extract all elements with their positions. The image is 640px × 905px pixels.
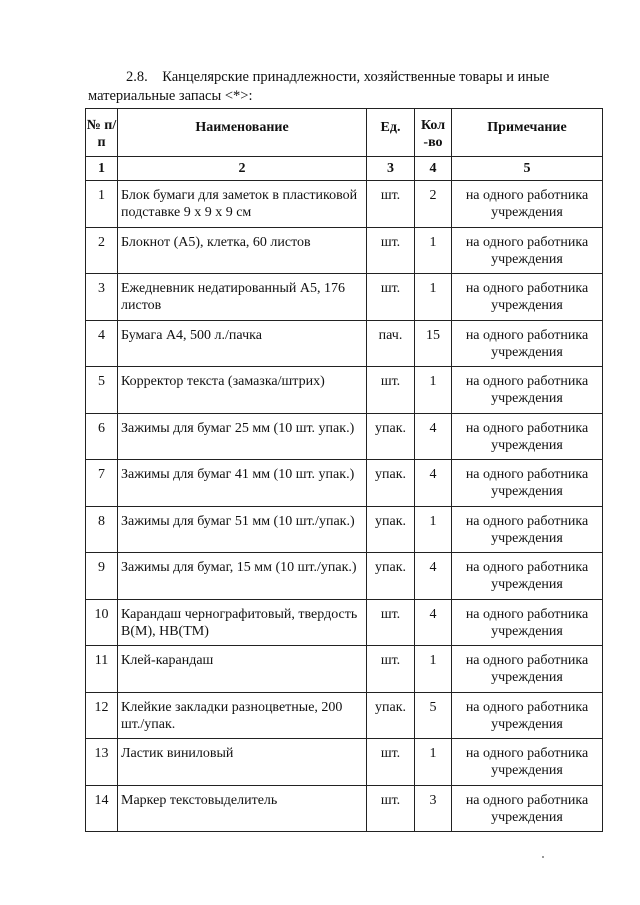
table-row	[86, 274, 603, 321]
scan-speck	[542, 856, 544, 858]
item-note: на одного работника учреждения	[452, 739, 603, 786]
column-number-row	[86, 157, 603, 181]
item-name: Ежедневник недатированный А5, 176 листов	[118, 274, 367, 321]
item-unit: упак.	[367, 460, 415, 507]
row-number: 5	[86, 367, 118, 414]
item-quantity: 3	[415, 785, 452, 832]
row-number: 7	[86, 460, 118, 507]
item-name: Ластик виниловый	[118, 739, 367, 786]
row-number: 2	[86, 227, 118, 274]
item-unit: шт.	[367, 227, 415, 274]
table-row	[86, 599, 603, 646]
item-unit: упак.	[367, 413, 415, 460]
item-unit: упак.	[367, 553, 415, 600]
item-quantity: 4	[415, 460, 452, 507]
item-name: Блок бумаги для заметок в пластиковой подставке 9 х 9 х 9 см	[118, 181, 367, 228]
table-header-row	[86, 109, 603, 157]
item-unit: шт.	[367, 785, 415, 832]
section-number: 2.8.	[126, 69, 148, 85]
table-row	[86, 646, 603, 693]
row-number: 10	[86, 599, 118, 646]
row-number: 9	[86, 553, 118, 600]
item-note: на одного работника учреждения	[452, 646, 603, 693]
item-note: на одного работника учреждения	[452, 181, 603, 228]
table-row	[86, 320, 603, 367]
item-note: на одного работника учреждения	[452, 227, 603, 274]
item-name: Зажимы для бумаг 41 мм (10 шт. упак.)	[118, 460, 367, 507]
item-quantity: 1	[415, 367, 452, 414]
header-unit: Ед.	[367, 109, 415, 157]
table-row	[86, 367, 603, 414]
item-name: Зажимы для бумаг, 15 мм (10 шт./упак.)	[118, 553, 367, 600]
item-quantity: 1	[415, 506, 452, 553]
row-number: 3	[86, 274, 118, 321]
header-number: № п/п	[86, 109, 118, 157]
column-number: 4	[415, 157, 452, 181]
table-row	[86, 692, 603, 739]
item-name: Зажимы для бумаг 51 мм (10 шт./упак.)	[118, 506, 367, 553]
table-row	[86, 739, 603, 786]
table-row	[86, 506, 603, 553]
item-quantity: 15	[415, 320, 452, 367]
header-note: Примечание	[452, 109, 603, 157]
item-note: на одного работника учреждения	[452, 367, 603, 414]
item-quantity: 5	[415, 692, 452, 739]
column-number: 2	[118, 157, 367, 181]
supplies-table	[85, 108, 603, 832]
item-unit: упак.	[367, 506, 415, 553]
section-title: Канцелярские принадлежности, хозяйственные товары и иные материальные запасы <*>:	[88, 69, 550, 104]
table-row	[86, 181, 603, 228]
item-unit: шт.	[367, 274, 415, 321]
item-unit: шт.	[367, 739, 415, 786]
row-number: 14	[86, 785, 118, 832]
row-number: 11	[86, 646, 118, 693]
item-name: Корректор текста (замазка/штрих)	[118, 367, 367, 414]
row-number: 1	[86, 181, 118, 228]
column-number: 1	[86, 157, 118, 181]
item-name: Клей-карандаш	[118, 646, 367, 693]
column-number: 5	[452, 157, 603, 181]
item-note: на одного работника учреждения	[452, 413, 603, 460]
table-row	[86, 413, 603, 460]
item-note: на одного работника учреждения	[452, 506, 603, 553]
table-row	[86, 460, 603, 507]
row-number: 13	[86, 739, 118, 786]
item-name: Маркер текстовыделитель	[118, 785, 367, 832]
item-name: Клейкие закладки разноцветные, 200 шт./упак.	[118, 692, 367, 739]
header-quantity: Кол -во	[415, 109, 452, 157]
section-heading	[88, 68, 608, 106]
table-row	[86, 785, 603, 832]
item-quantity: 4	[415, 413, 452, 460]
item-quantity: 4	[415, 599, 452, 646]
item-quantity: 4	[415, 553, 452, 600]
item-unit: шт.	[367, 367, 415, 414]
item-quantity: 1	[415, 739, 452, 786]
item-quantity: 1	[415, 274, 452, 321]
row-number: 6	[86, 413, 118, 460]
row-number: 4	[86, 320, 118, 367]
item-quantity: 1	[415, 227, 452, 274]
item-unit: шт.	[367, 599, 415, 646]
header-name: Наименование	[118, 109, 367, 157]
item-note: на одного работника учреждения	[452, 320, 603, 367]
row-number: 12	[86, 692, 118, 739]
item-note: на одного работника учреждения	[452, 274, 603, 321]
item-quantity: 1	[415, 646, 452, 693]
item-name: Карандаш чернографитовый, твердость B(M), HB(TM)	[118, 599, 367, 646]
item-unit: упак.	[367, 692, 415, 739]
item-note: на одного работника учреждения	[452, 692, 603, 739]
item-note: на одного работника учреждения	[452, 599, 603, 646]
item-note: на одного работника учреждения	[452, 785, 603, 832]
column-number: 3	[367, 157, 415, 181]
item-unit: шт.	[367, 646, 415, 693]
item-name: Бумага А4, 500 л./пачка	[118, 320, 367, 367]
row-number: 8	[86, 506, 118, 553]
item-unit: шт.	[367, 181, 415, 228]
item-name: Зажимы для бумаг 25 мм (10 шт. упак.)	[118, 413, 367, 460]
item-quantity: 2	[415, 181, 452, 228]
item-note: на одного работника учреждения	[452, 553, 603, 600]
item-unit: пач.	[367, 320, 415, 367]
item-note: на одного работника учреждения	[452, 460, 603, 507]
item-name: Блокнот (А5), клетка, 60 листов	[118, 227, 367, 274]
table-row	[86, 553, 603, 600]
table-row	[86, 227, 603, 274]
